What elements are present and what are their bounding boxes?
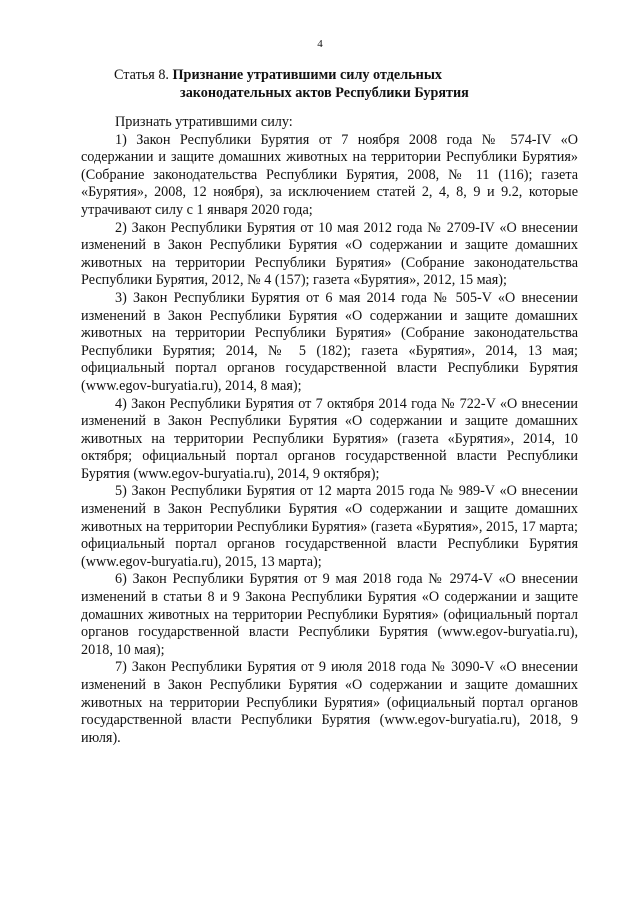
article-body <box>81 114 578 747</box>
repealed-law-item: 7) Закон Республики Бурятия от 9 июля 2018 года № 3090-V «О внесении изменений в Закон Республики Бурятия «О содержании и защите домашних животных на территории Республики Бурятия» (официальный портал органов государственной власти Республики Бурятия (www.egov-buryatia.ru), 2018, 9 июля). <box>81 659 578 746</box>
repealed-law-item: 5) Закон Республики Бурятия от 12 марта 2015 года № 989-V «О внесении изменений в Закон Республики Бурятия «О содержании и защите домашних животных на территории Республики Бурятия» (газета «Бурятия», 2015, 17 марта; официальный портал органов государственной власти Республики Бурятия (www.egov-buryatia.ru), 2015, 13 марта); <box>81 483 578 570</box>
page-number: 4 <box>317 38 323 50</box>
article-heading <box>114 66 554 102</box>
repealed-law-item: 6) Закон Республики Бурятия от 9 мая 2018 года № 2974-V «О внесении изменений в статьи 8 и 9 Закона Республики Бурятия «О содержании и защите домашних животных на территории Республики Бурятия» (официальный портал органов государственной власти Республики Бурятия (www.egov-buryatia.ru), 2018, 10 мая); <box>81 571 578 658</box>
article-title-line2: законодательных актов Республики Бурятия <box>180 85 469 101</box>
article-title-line1: Признание утратившими силу отдельных <box>172 67 443 83</box>
repealed-law-item: 3) Закон Республики Бурятия от 6 мая 2014 года № 505-V «О внесении изменений в Закон Республики Бурятия «О содержании и защите домашних животных на территории Республики Бурятия» (Собрание законодательства Республики Бурятия; 2014, № 5 (182); газета «Бурятия», 2014, 13 мая; официальный портал органов государственной власти Республики Бурятия (www.egov-buryatia.ru), 2014, 8 мая); <box>81 289 578 394</box>
article-label: Статья 8. <box>114 67 169 83</box>
repealed-law-item: 4) Закон Республики Бурятия от 7 октября 2014 года № 722-V «О внесении изменений в Закон Республики Бурятия «О содержании и защите домашних животных на территории Республики Бурятия» (газета «Бурятия», 2014, 10 октября; официальный портал органов государственной власти Республики Бурятия (www.egov-buryatia.ru), 2014, 9 октября); <box>81 395 578 482</box>
repealed-law-item: 2) Закон Республики Бурятия от 10 мая 2012 года № 2709-IV «О внесении изменений в Закон Республики Бурятия «О содержании и защите домашних животных на территории Республики Бурятия» (Собрание законодательства Республики Бурятия, 2012, № 4 (157); газета «Бурятия», 2012, 15 мая); <box>81 219 578 289</box>
intro-paragraph: Признать утратившими силу: <box>115 114 293 130</box>
repealed-law-item: 1) Закон Республики Бурятия от 7 ноября 2008 года № 574-IV «О содержании и защите домашних животных на территории Республики Бурятия» (Собрание законодательства Республики Бурятия, 2008, № 11 (116); газета «Бурятия», 2008, 12 ноября), за исключением статей 2, 4, 8, 9 и 9.2, которые утрачивают силу с 1 января 2020 года; <box>81 131 578 218</box>
